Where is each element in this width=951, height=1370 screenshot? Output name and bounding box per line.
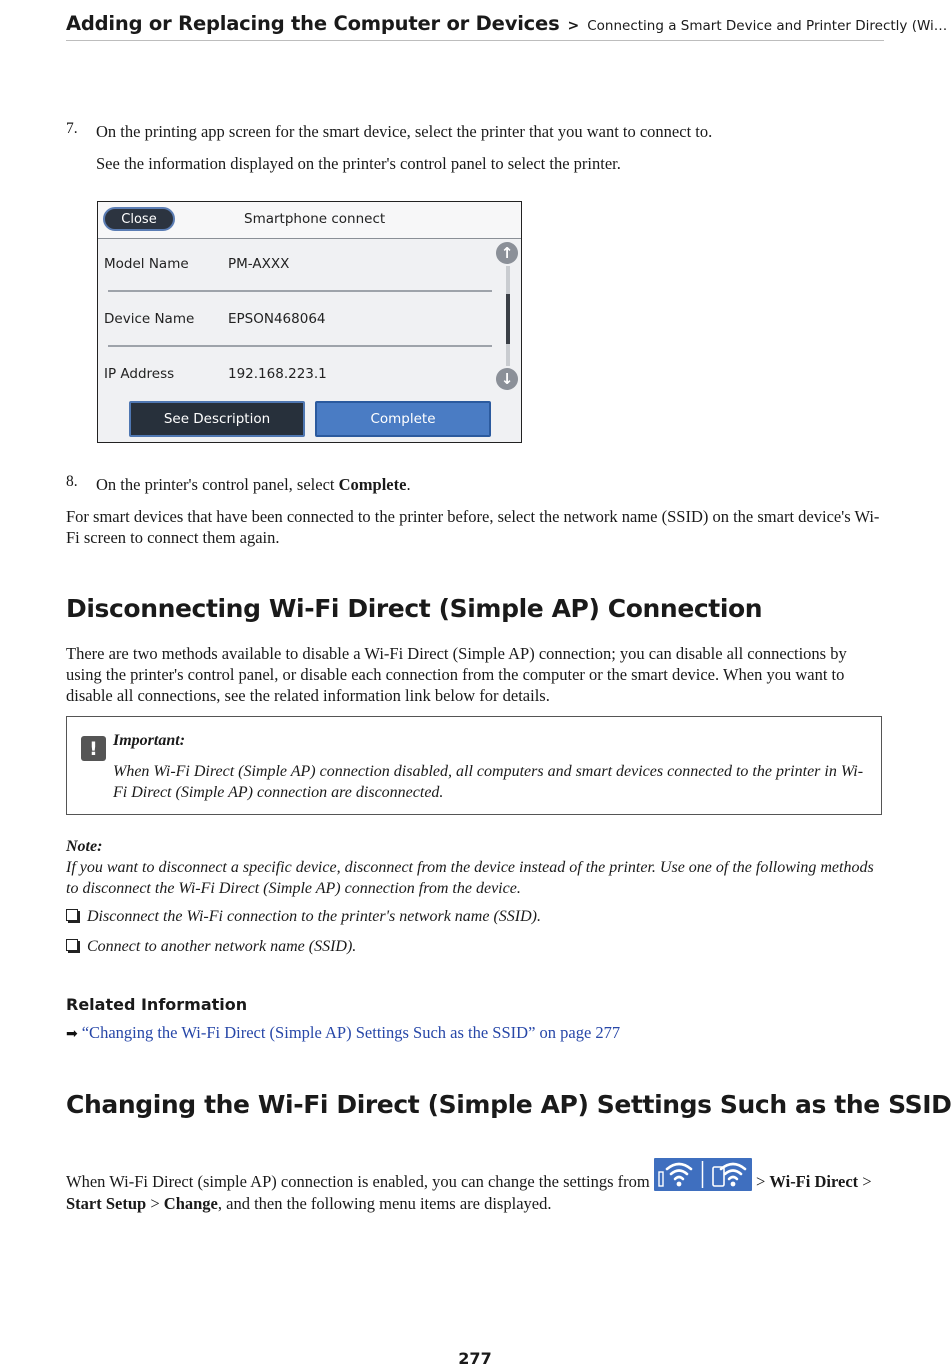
gt-separator: > bbox=[858, 1172, 872, 1191]
screen-title: Smartphone connect bbox=[244, 211, 386, 227]
step-8-number: 8. bbox=[66, 473, 78, 490]
arrow-right-icon: ➡ bbox=[66, 1026, 78, 1042]
device-name-label: Device Name bbox=[104, 311, 195, 327]
section-1-paragraph: There are two methods available to disable a Wi-Fi Direct (Simple AP) connection; you can disable all connections by using the printer's control panel, or disable each connection from the computer or the smart device. When you want to disable all connections, see the related information link below for details. bbox=[66, 644, 847, 705]
step-8-text bbox=[96, 474, 886, 495]
close-button[interactable]: Close bbox=[103, 207, 175, 231]
step-7-subtext: See the information displayed on the printer's control panel to select the printer. bbox=[96, 154, 621, 173]
section-2-paragraph bbox=[66, 1158, 886, 1215]
row-divider bbox=[108, 345, 492, 347]
running-header bbox=[66, 12, 948, 41]
see-description-button[interactable]: See Description bbox=[129, 401, 305, 437]
step-8-bold: Complete bbox=[338, 475, 407, 494]
ip-address-value: 192.168.223.1 bbox=[228, 366, 327, 382]
note-bullet-1-text: Disconnect the Wi-Fi connection to the printer's network name (SSID). bbox=[87, 908, 541, 925]
gt-separator: > bbox=[751, 1172, 770, 1191]
header-separator: > bbox=[567, 18, 580, 34]
exclamation-icon: ! bbox=[81, 736, 106, 761]
wifi-direct-icon bbox=[654, 1158, 752, 1191]
step-7-text: On the printing app screen for the smart device, select the printer that you want to connect to. bbox=[96, 122, 713, 141]
note-bullet-2-text: Connect to another network name (SSID). bbox=[87, 938, 357, 955]
device-name-value: EPSON468064 bbox=[228, 311, 326, 327]
step-8-text-start: On the printer's control panel, select bbox=[96, 475, 339, 494]
wifi-direct-menu-label: Wi-Fi Direct bbox=[769, 1172, 859, 1191]
checkbox-bullet-icon bbox=[66, 909, 78, 921]
smartphone-connect-screen bbox=[97, 201, 522, 443]
section-2-text-start: When Wi-Fi Direct (simple AP) connection is enabled, you can change the settings from bbox=[66, 1172, 654, 1191]
step-8-text-end: . bbox=[406, 475, 411, 494]
note-text: If you want to disconnect a specific device, disconnect from the device instead of the printer. Use one of the following methods to disconnect the Wi-Fi Direct (Simple AP) connection from the device. bbox=[66, 859, 874, 897]
section-heading-disconnecting: Disconnecting Wi-Fi Direct (Simple AP) Connection bbox=[66, 594, 763, 623]
related-link-row bbox=[66, 1023, 620, 1043]
checkbox-bullet-icon bbox=[66, 939, 78, 951]
gt-separator: > bbox=[146, 1194, 164, 1213]
important-title: Important: bbox=[113, 732, 186, 749]
row-divider bbox=[108, 290, 492, 292]
model-name-value: PM-AXXX bbox=[228, 256, 290, 272]
note-title: Note: bbox=[66, 838, 103, 855]
scrollbar-thumb[interactable] bbox=[506, 294, 510, 344]
header-title: Adding or Replacing the Computer or Devices bbox=[66, 12, 560, 35]
header-subtitle: Connecting a Smart Device and Printer Directly (Wi… bbox=[587, 18, 948, 34]
page-number: 277 bbox=[458, 1349, 492, 1368]
screen-title-bar bbox=[98, 202, 521, 239]
model-name-label: Model Name bbox=[104, 256, 189, 272]
step-7-number: 7. bbox=[66, 120, 78, 137]
complete-button[interactable]: Complete bbox=[315, 401, 491, 437]
related-information-title: Related Information bbox=[66, 995, 248, 1014]
section-heading-changing: Changing the Wi-Fi Direct (Simple AP) Settings Such as the SSID bbox=[66, 1090, 951, 1119]
note-bullet-1 bbox=[66, 908, 541, 926]
important-box bbox=[66, 716, 882, 815]
start-setup-menu-label: Start Setup bbox=[66, 1194, 147, 1213]
scroll-up-icon[interactable]: ↑ bbox=[496, 242, 518, 264]
section-2-text-end: , and then the following menu items are displayed. bbox=[217, 1194, 552, 1213]
change-menu-label: Change bbox=[163, 1194, 218, 1213]
important-text: When Wi-Fi Direct (Simple AP) connection disabled, all computers and smart devices connected to the printer in Wi-Fi Direct (Simple AP) connection are disconnected. bbox=[113, 763, 864, 801]
ip-address-label: IP Address bbox=[104, 366, 175, 382]
reconnect-paragraph: For smart devices that have been connected to the printer before, select the network name (SSID) on the smart device's Wi-Fi screen to connect them again. bbox=[66, 507, 880, 547]
note-bullet-2 bbox=[66, 938, 356, 956]
scroll-down-icon[interactable]: ↓ bbox=[496, 368, 518, 390]
related-link[interactable]: “Changing the Wi-Fi Direct (Simple AP) Settings Such as the SSID” on page 277 bbox=[81, 1023, 621, 1042]
